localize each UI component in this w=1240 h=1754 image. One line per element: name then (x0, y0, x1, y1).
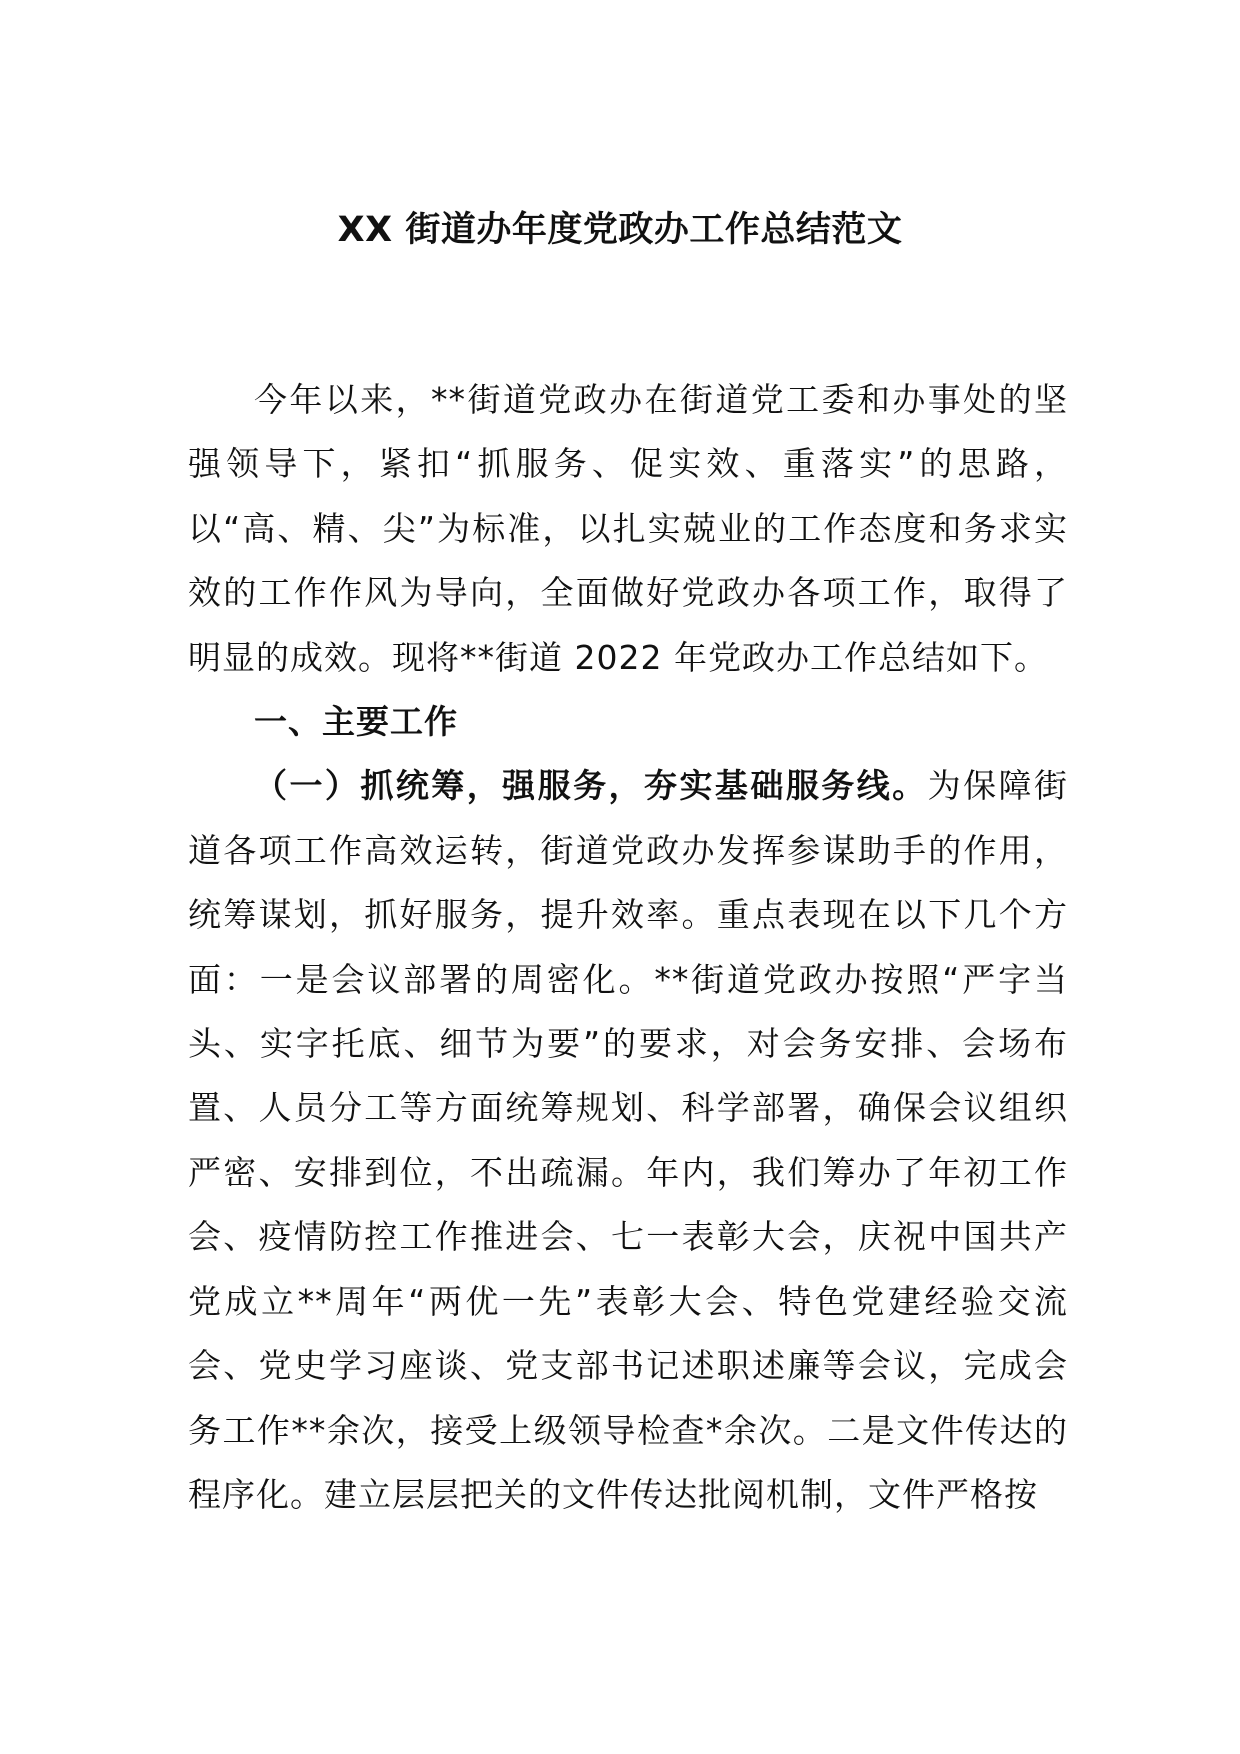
document-body (188, 368, 1068, 1527)
document-title: XX 街道办年度党政办工作总结范文 (337, 210, 903, 250)
intro-paragraph: 今年以来，**街道党政办在街道党工委和办事处的坚强领导下，紧扣“抓服务、促实效、重落实”的思路，以“高、精、尖”为标准，以扎实兢业的工作态度和务求实效的工作作风为导向，全面做好党政办各项工作，取得了明显的成效。现将**街道 2022 年党政办工作总结如下。 (188, 380, 1068, 677)
subsection-lead-1: （一）抓统筹，强服务，夯实基础服务线。 (254, 766, 928, 806)
subsection-body-1: 为保障街道各项工作高效运转，街道党政办发挥参谋助手的作用，统筹谋划，抓好服务，提升效率。重点表现在以下几个方面：一是会议部署的周密化。**街道党政办按照“严字当头、实字托底、细节为要”的要求，对会务安排、会场布置、人员分工等方面统筹规划、科学部署，确保会议组织严密、安排到位，不出疏漏。年内，我们筹办了年初工作会、疫情防控工作推进会、七一表彰大会，庆祝中国共产党成立**周年“两优一先”表彰大会、特色党建经验交流会、党史学习座谈、党支部书记述职述廉等会议，完成会务工作**余次，接受上级领导检查*余次。二是文件传达的程序化。建立层层把关的文件传达批阅机制，文件严格按 (188, 766, 1069, 1514)
subsection-paragraph-1 (188, 754, 1068, 1527)
section-heading-main-work: 一、主要工作 (254, 702, 458, 742)
